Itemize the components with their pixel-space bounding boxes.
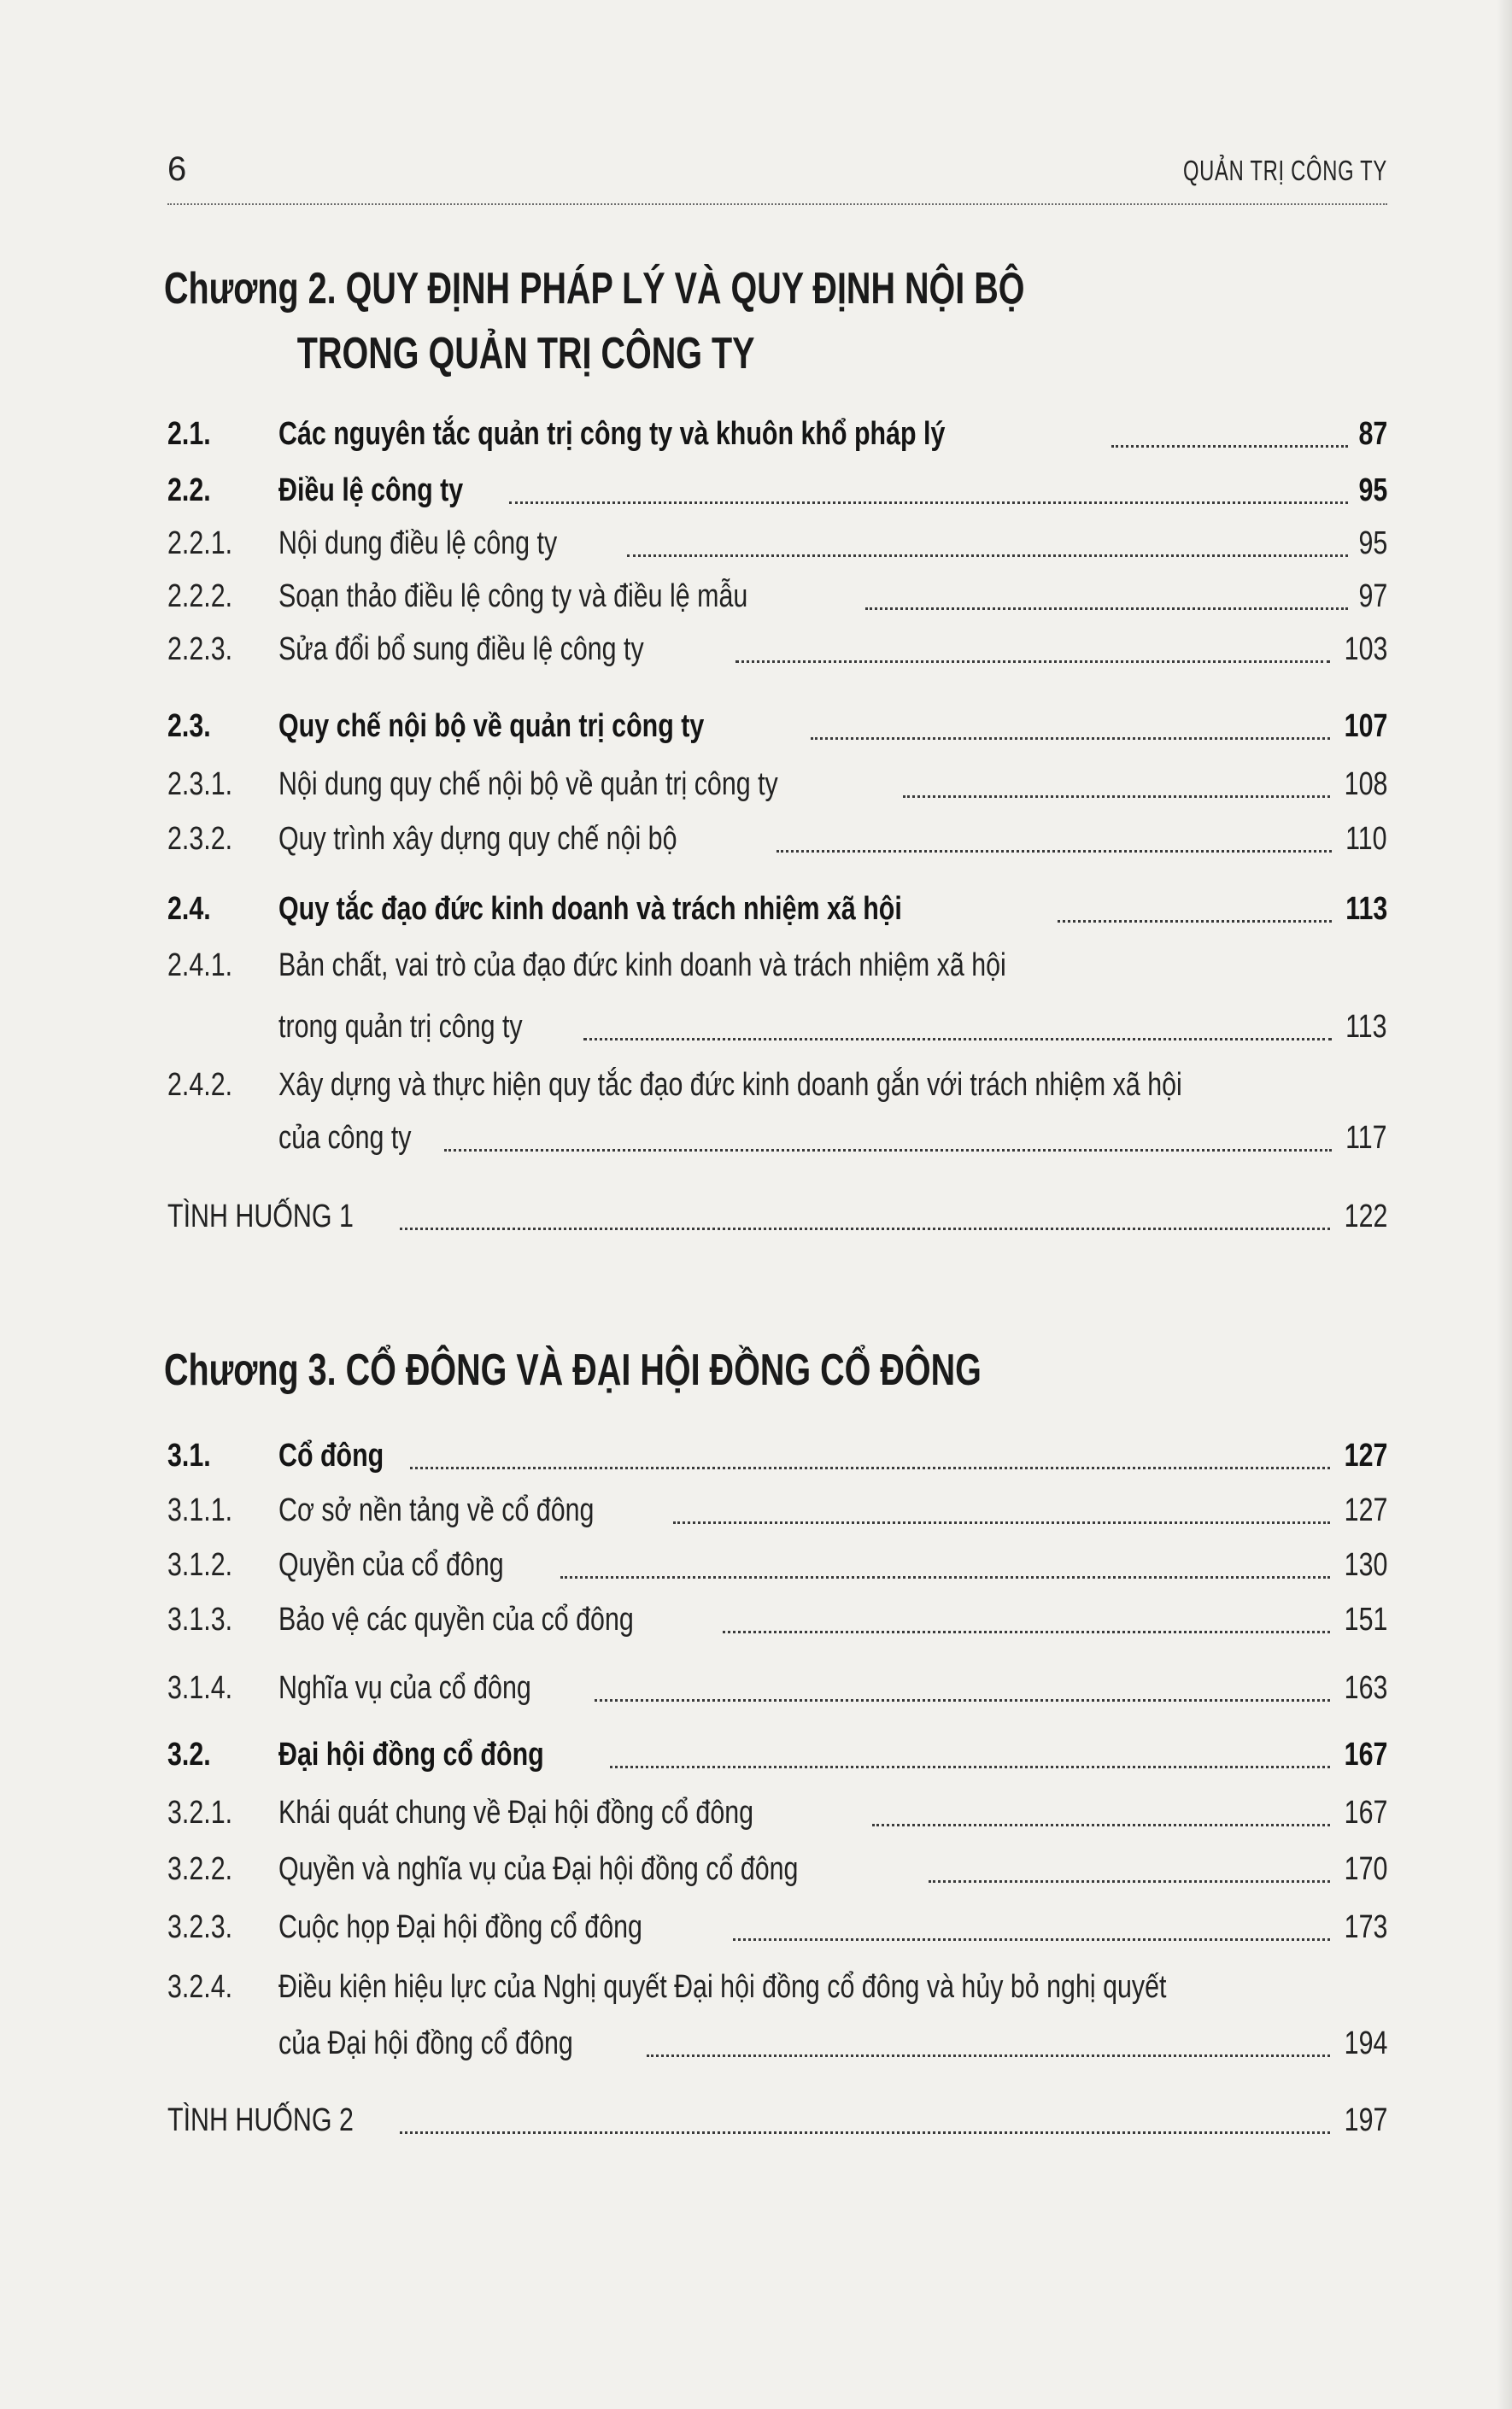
section-title: của Đại hội đồng cổ đông [278, 2025, 573, 2061]
toc-entry[interactable] [167, 1842, 1387, 1896]
toc-entry[interactable] [167, 1960, 1387, 2014]
page-reference: 113 [1345, 1009, 1387, 1045]
page-reference: 108 [1344, 766, 1387, 802]
toc-entry-continuation[interactable] [167, 999, 1387, 1054]
page-reference: 110 [1345, 821, 1387, 857]
dot-leader [410, 1466, 1330, 1469]
dot-leader [444, 1148, 1332, 1152]
dot-leader [865, 607, 1348, 610]
toc-entry[interactable] [167, 1727, 1387, 1782]
running-header [167, 144, 1387, 205]
section-number: 2.4.1. [167, 947, 233, 983]
chapter-heading-line: Chương 2. QUY ĐỊNH PHÁP LÝ VÀ QUY ĐỊNH NỘI BỘ [164, 264, 1025, 314]
dot-leader [595, 1698, 1330, 1702]
toc-entry[interactable] [167, 1900, 1387, 1955]
section-number: 3.2.4. [167, 1969, 233, 2005]
page-reference: 197 [1344, 2102, 1387, 2138]
case-study-entry[interactable] [167, 2093, 1387, 2148]
page-reference: 151 [1344, 1602, 1387, 1638]
page-reference: 103 [1344, 631, 1387, 667]
section-title: Cơ sở nền tảng về cổ đông [278, 1492, 595, 1528]
section-title: Điều lệ công ty [278, 472, 464, 508]
section-number: 3.2. [167, 1737, 211, 1773]
toc-entry[interactable] [167, 1538, 1387, 1592]
section-title: Nghĩa vụ của cổ đông [278, 1670, 531, 1706]
section-title: Quy tắc đạo đức kinh doanh và trách nhiệm xã hội [278, 891, 902, 927]
section-number: 2.4.2. [167, 1067, 233, 1103]
page-reference: 87 [1358, 416, 1387, 452]
chapter-3-heading [164, 1338, 1112, 1403]
page-reference: 163 [1344, 1670, 1387, 1706]
section-number: 2.2.2. [167, 578, 233, 614]
section-title: TÌNH HUỐNG 2 [167, 2102, 354, 2138]
toc-entry[interactable] [167, 569, 1387, 624]
dot-leader [872, 1823, 1330, 1826]
dot-leader [560, 1575, 1330, 1579]
section-number: 2.4. [167, 891, 211, 927]
toc-entry[interactable] [167, 622, 1387, 677]
section-title: của công ty [278, 1120, 412, 1156]
toc-entry[interactable] [167, 882, 1387, 936]
page-reference: 127 [1344, 1438, 1387, 1474]
section-title: Cuộc họp Đại hội đồng cổ đông [278, 1909, 642, 1945]
dot-leader [929, 1879, 1330, 1883]
page-reference: 95 [1358, 525, 1387, 561]
chapter-heading-line: TRONG QUẢN TRỊ CÔNG TY [296, 329, 755, 378]
toc-entry[interactable] [167, 938, 1387, 993]
page-edge-shadow [1497, 0, 1512, 2409]
dot-leader [673, 1521, 1330, 1524]
section-title: Cổ đông [278, 1438, 384, 1474]
toc-entry-continuation[interactable] [167, 1111, 1387, 1165]
section-title: Sửa đổi bổ sung điều lệ công ty [278, 631, 644, 667]
dot-leader [735, 659, 1330, 663]
dot-leader [903, 794, 1330, 798]
section-title: Đại hội đồng cổ đông [278, 1737, 544, 1773]
page-reference: 170 [1344, 1851, 1387, 1887]
section-title: Soạn thảo điều lệ công ty và điều lệ mẫu [278, 578, 748, 614]
dot-leader [509, 501, 1347, 504]
section-number: 2.2.3. [167, 631, 233, 667]
dot-leader [723, 1630, 1330, 1633]
section-number: 3.2.1. [167, 1795, 233, 1831]
section-number: 3.1.4. [167, 1670, 233, 1706]
section-title: Quy trình xây dựng quy chế nội bộ [278, 821, 677, 857]
section-title: Điều kiện hiệu lực của Nghị quyết Đại hội đồng cổ đông và hủy bỏ nghị quyết [278, 1969, 1167, 2005]
section-title: Xây dựng và thực hiện quy tắc đạo đức kinh doanh gắn với trách nhiệm xã hội [278, 1067, 1182, 1103]
page-reference: 173 [1344, 1909, 1387, 1945]
page-reference: 97 [1358, 578, 1387, 614]
page-number: 6 [167, 150, 187, 188]
section-number: 2.1. [167, 416, 211, 452]
section-number: 2.2.1. [167, 525, 233, 561]
toc-entry[interactable] [167, 1785, 1387, 1840]
page-reference: 113 [1345, 891, 1387, 927]
section-title: Quy chế nội bộ về quản trị công ty [278, 708, 705, 744]
dot-leader [811, 736, 1330, 740]
toc-entry[interactable] [167, 1592, 1387, 1647]
toc-entry[interactable] [167, 1483, 1387, 1538]
page-reference: 130 [1344, 1547, 1387, 1583]
toc-entry[interactable] [167, 812, 1387, 866]
section-number: 3.2.2. [167, 1851, 233, 1887]
section-number: 3.1.1. [167, 1492, 233, 1528]
dot-leader [400, 1227, 1329, 1230]
toc-entry[interactable] [167, 463, 1387, 518]
page-reference: 95 [1358, 472, 1387, 508]
dot-leader [777, 849, 1332, 853]
toc-entry[interactable] [167, 757, 1387, 812]
section-title: Quyền và nghĩa vụ của Đại hội đồng cổ đông [278, 1851, 799, 1887]
section-number: 2.2. [167, 472, 211, 508]
toc-entry[interactable] [167, 1428, 1387, 1483]
case-study-entry[interactable] [167, 1189, 1387, 1244]
page-reference: 107 [1344, 708, 1387, 744]
section-number: 3.1.3. [167, 1602, 233, 1638]
toc-entry[interactable] [167, 516, 1387, 571]
page-reference: 117 [1345, 1120, 1387, 1156]
section-number: 3.1. [167, 1438, 211, 1474]
section-title: Nội dung điều lệ công ty [278, 525, 558, 561]
dot-leader [610, 1765, 1329, 1768]
dot-leader [1058, 919, 1331, 923]
chapter-heading-line: Chương 3. CỔ ĐÔNG VÀ ĐẠI HỘI ĐỒNG CỔ ĐÔNG [164, 1345, 982, 1395]
section-title: Bảo vệ các quyền của cổ đông [278, 1602, 634, 1638]
toc-entry[interactable] [167, 407, 1387, 461]
dot-leader [627, 554, 1348, 557]
page-reference: 167 [1344, 1737, 1387, 1773]
dot-leader [647, 2054, 1330, 2057]
section-number: 2.3.2. [167, 821, 233, 857]
dot-leader [583, 1037, 1332, 1040]
section-number: 3.2.3. [167, 1909, 233, 1945]
page-reference: 122 [1344, 1199, 1387, 1234]
toc-entry[interactable] [167, 699, 1387, 753]
dot-leader [733, 1937, 1329, 1941]
section-title: Quyền của cổ đông [278, 1547, 504, 1583]
section-title: Các nguyên tắc quản trị công ty và khuôn khổ pháp lý [278, 416, 946, 452]
section-number: 2.3. [167, 708, 211, 744]
dot-leader [400, 2131, 1329, 2134]
toc-entry[interactable] [167, 1058, 1387, 1112]
section-title: Nội dung quy chế nội bộ về quản trị công ty [278, 766, 778, 802]
toc-entry-continuation[interactable] [167, 2016, 1387, 2071]
chapter-2-heading [164, 256, 1112, 386]
section-number: 2.3.1. [167, 766, 233, 802]
section-title: TÌNH HUỐNG 1 [167, 1199, 354, 1234]
toc-entry[interactable] [167, 1661, 1387, 1715]
book-title: QUẢN TRỊ CÔNG TY [1182, 155, 1387, 186]
section-title: Khái quát chung về Đại hội đồng cổ đông [278, 1795, 754, 1831]
page-reference: 127 [1344, 1492, 1387, 1528]
section-title: trong quản trị công ty [278, 1009, 523, 1045]
page-reference: 194 [1344, 2025, 1387, 2061]
page-reference: 167 [1344, 1795, 1387, 1831]
dot-leader [1111, 444, 1347, 448]
section-title: Bản chất, vai trò của đạo đức kinh doanh và trách nhiệm xã hội [278, 947, 1006, 983]
section-number: 3.1.2. [167, 1547, 233, 1583]
